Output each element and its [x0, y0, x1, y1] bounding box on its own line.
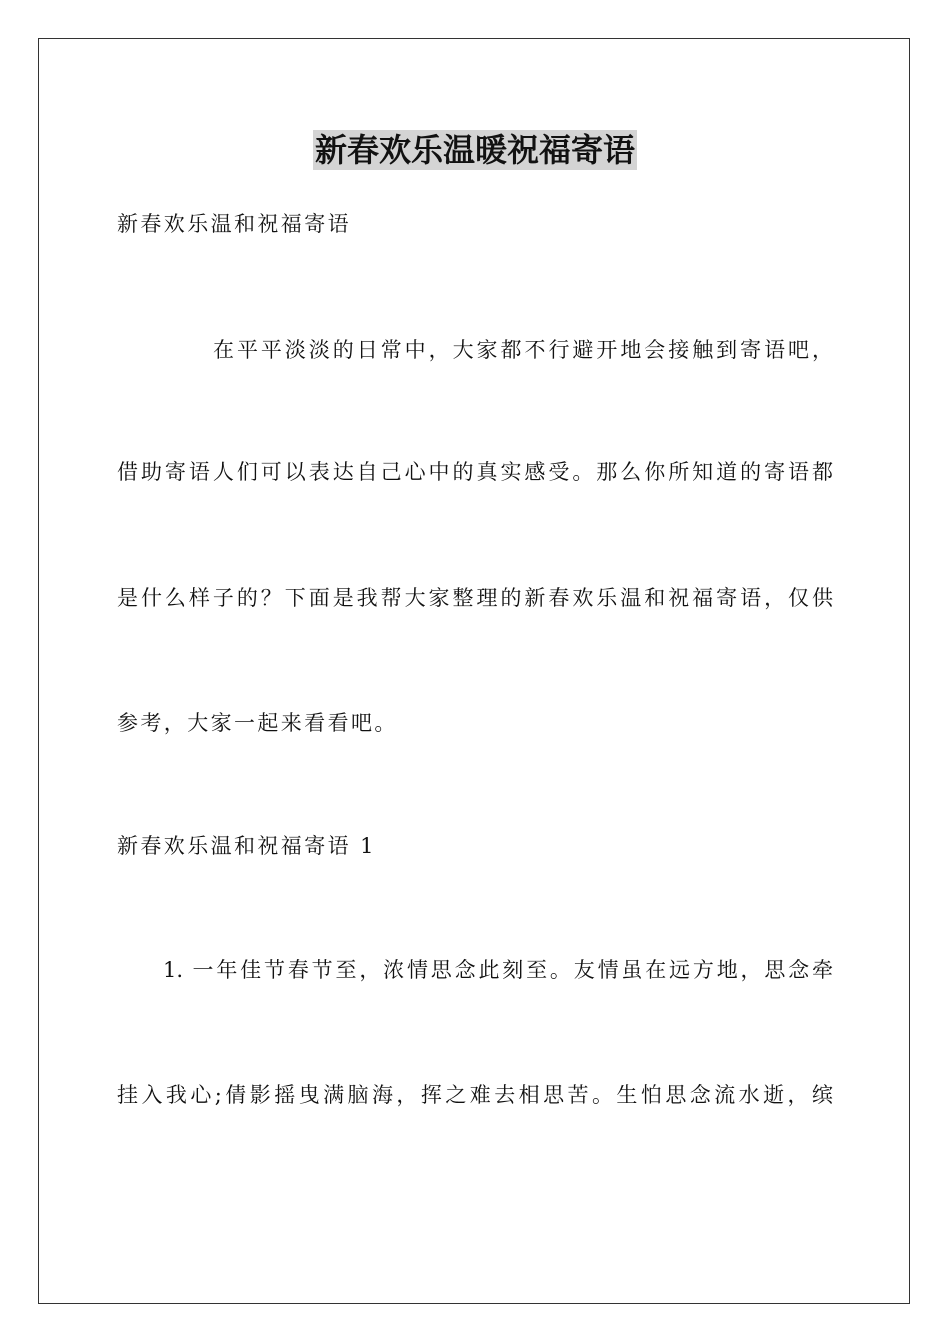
section-heading: 新春欢乐温和祝福寄语 1	[117, 834, 376, 858]
document-title: 新春欢乐温暖祝福寄语	[314, 131, 635, 169]
item-line-1: 1. 一年佳节春节至，浓情思念此刻至。友情虽在远方地，思念牵	[163, 958, 833, 982]
intro-line-1: 在平平淡淡的日常中，大家都不行避开地会接触到寄语吧，	[213, 338, 833, 362]
intro-line-3: 是什么样子的？下面是我帮大家整理的新春欢乐温和祝福寄语，仅供	[117, 586, 833, 610]
intro-line-2: 借助寄语人们可以表达自己心中的真实感受。那么你所知道的寄语都	[117, 460, 833, 484]
item-line-2: 挂入我心;倩影摇曳满脑海，挥之难去相思苦。生怕思念流水逝，缤	[117, 1083, 833, 1107]
intro-line-4: 参考，大家一起来看看吧。	[117, 711, 398, 735]
document-subtitle: 新春欢乐温和祝福寄语	[117, 212, 351, 236]
title-container	[0, 130, 950, 170]
